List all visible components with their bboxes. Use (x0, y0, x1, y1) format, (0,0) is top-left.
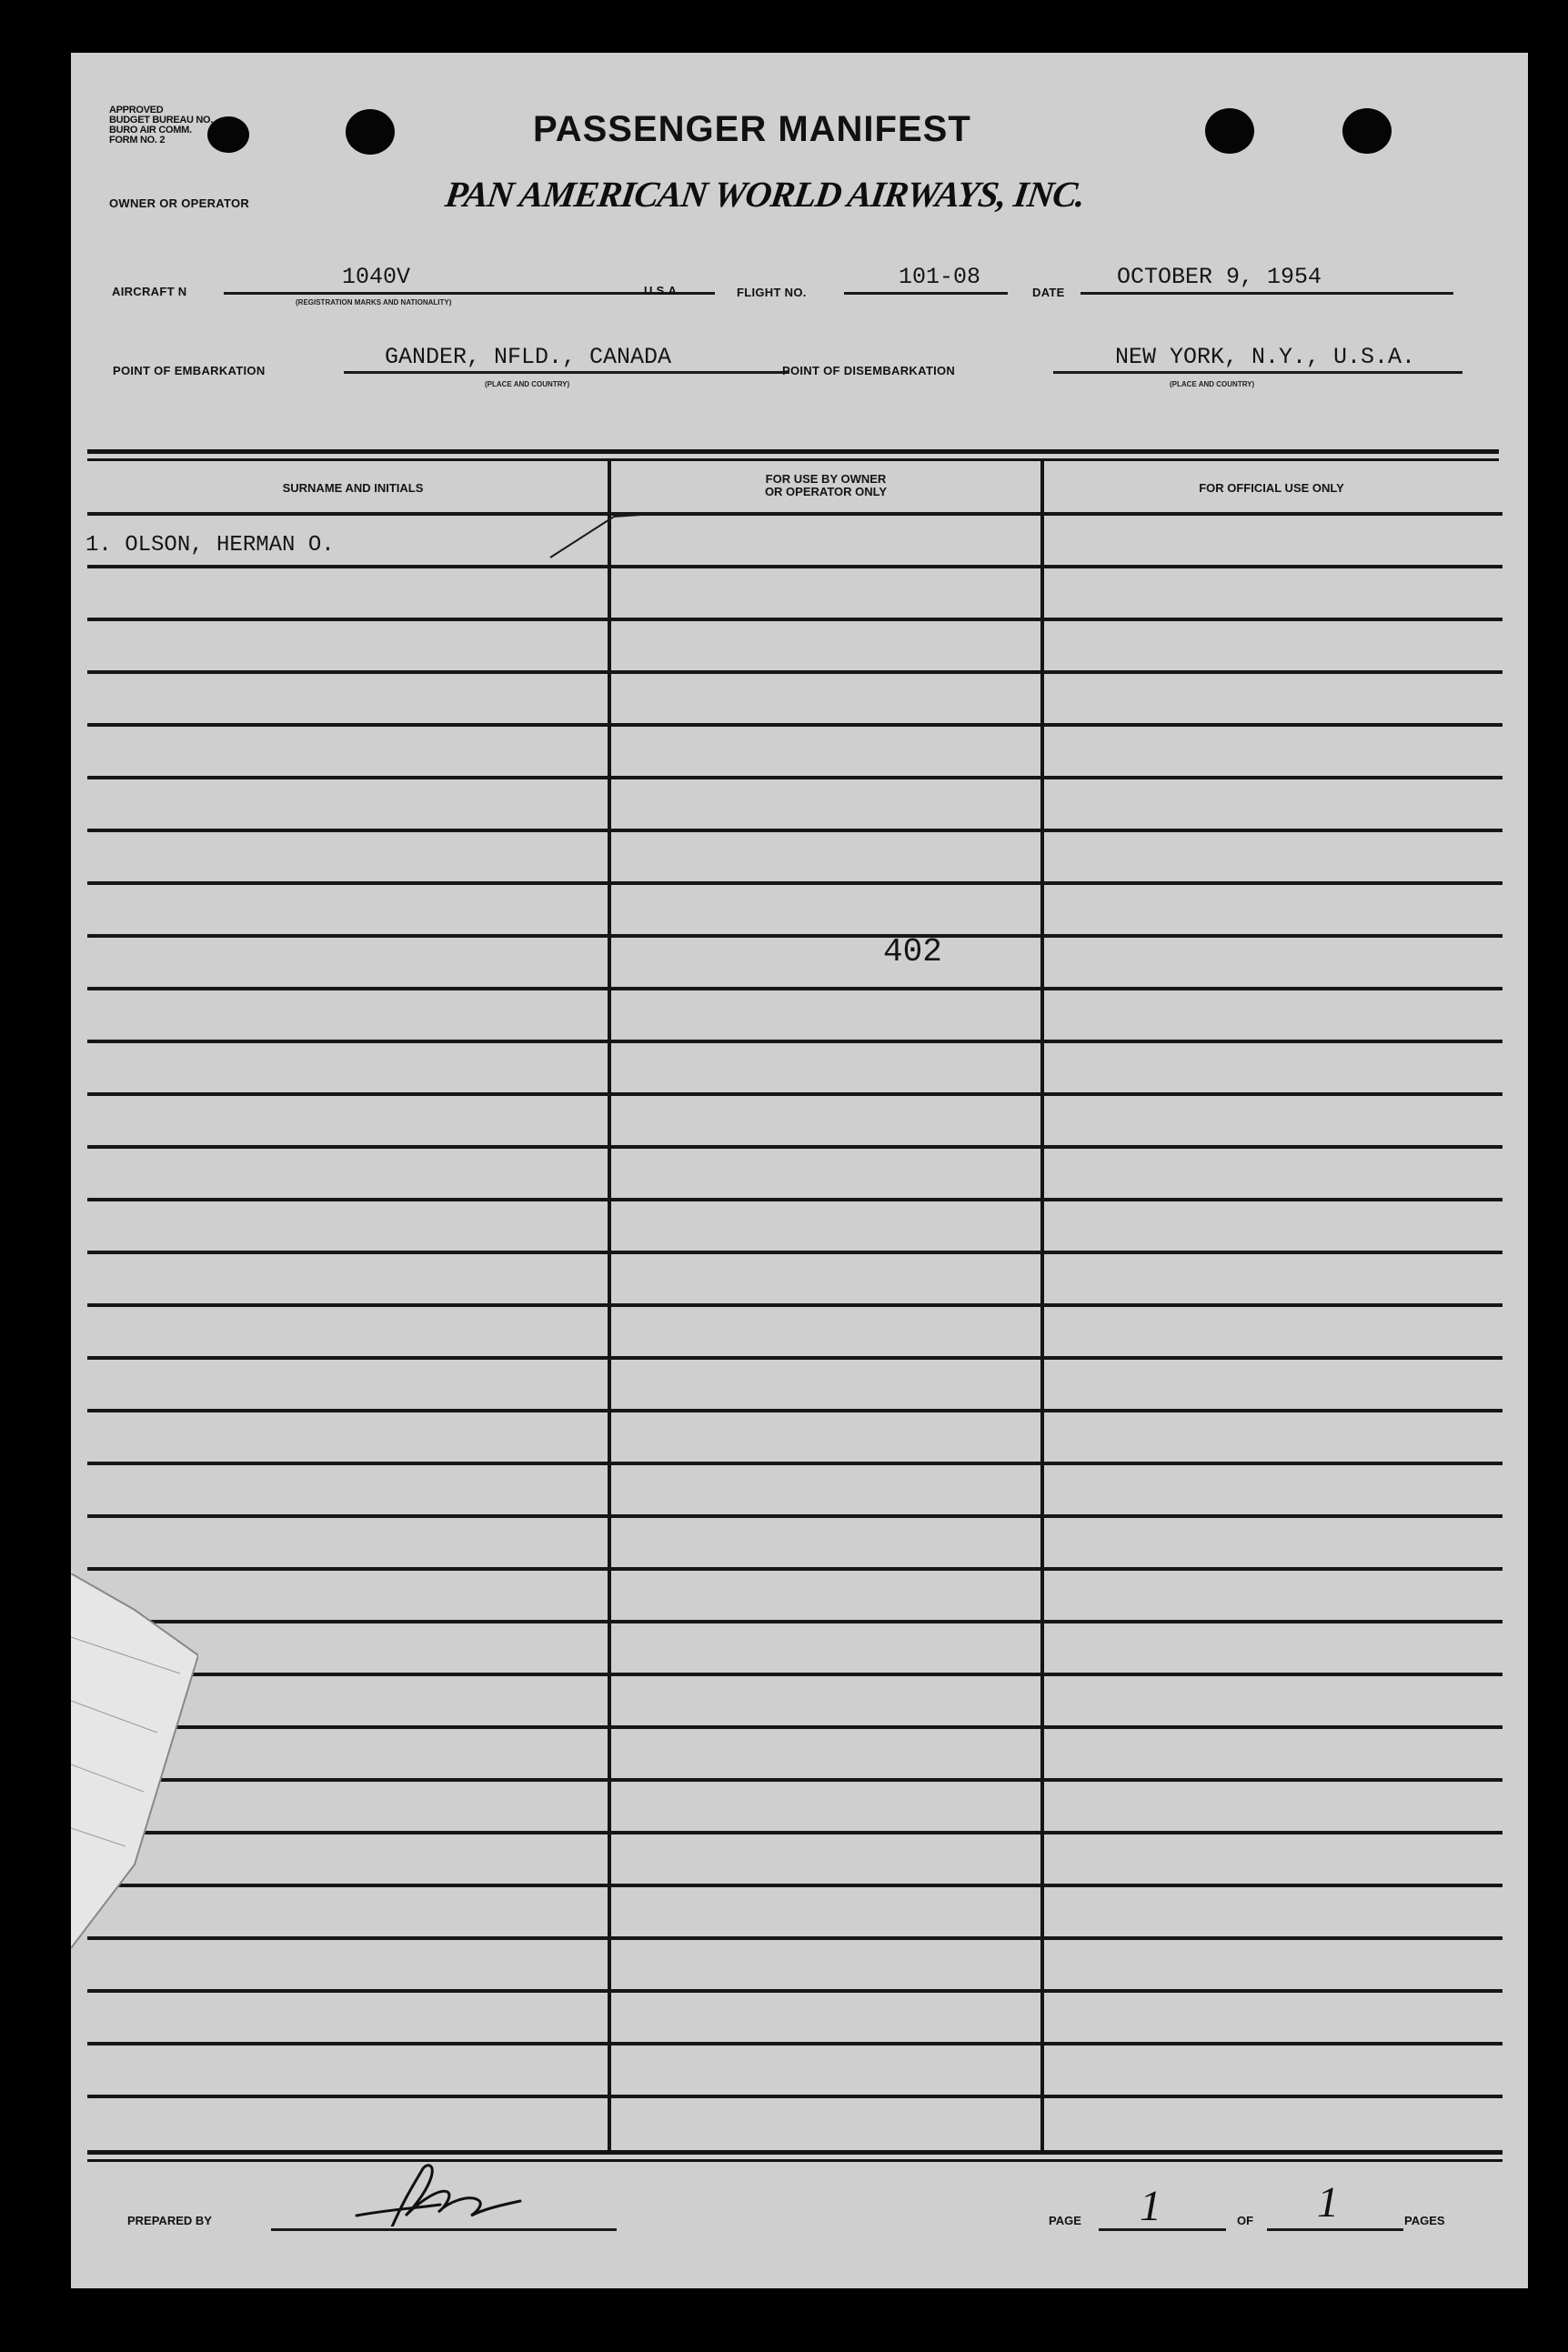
punch-hole (346, 109, 395, 155)
page-value: 1 (1140, 2182, 1161, 2230)
signature (349, 2145, 531, 2226)
table-row-line (87, 1040, 1503, 1043)
table-row-line (87, 1936, 1503, 1940)
aircraft-value: 1040V (342, 264, 411, 290)
owner-value: PAN AMERICAN WORLD AIRWAYS, INC. (442, 174, 1088, 215)
table-row-line (87, 2095, 1503, 2098)
table-row-line (87, 618, 1503, 621)
tick-mark (546, 508, 646, 562)
embark-sub: (PLACE AND COUNTRY) (485, 380, 570, 388)
disembark-fill-line (1053, 371, 1462, 374)
table-row-line (87, 987, 1503, 990)
table-row-line (87, 1251, 1503, 1254)
col-header-surname: SURNAME AND INITIALS (282, 481, 424, 495)
table-row-line (87, 1989, 1503, 1993)
date-label: DATE (1032, 286, 1065, 299)
of-fill-line (1267, 2228, 1403, 2231)
table-row-line (87, 881, 1503, 885)
table-row-line (87, 934, 1503, 938)
table-row-line (87, 723, 1503, 727)
torn-corner (71, 1573, 198, 1955)
table-row-name: 1. OLSON, HERMAN O. (85, 533, 335, 558)
usa-label: U.S.A. (644, 284, 681, 297)
disembark-value: NEW YORK, N.Y., U.S.A. (1115, 344, 1416, 370)
table-row-line (87, 1198, 1503, 1201)
aircraft-sub: (REGISTRATION MARKS AND NATIONALITY) (296, 298, 452, 307)
of-value: 1 (1317, 2178, 1339, 2226)
page-fill-line (1099, 2228, 1226, 2231)
disembark-label: POINT OF DISEMBARKATION (782, 364, 956, 377)
page-title: PASSENGER MANIFEST (533, 109, 971, 149)
manifest-sheet (71, 53, 1528, 2288)
aircraft-fill-line (224, 292, 715, 295)
owner-label: OWNER OR OPERATOR (109, 196, 250, 210)
table-bottom-rule (87, 2150, 1503, 2155)
flight-label: FLIGHT NO. (737, 286, 807, 299)
col-header-owner-use: FOR USE BY OWNER OR OPERATOR ONLY (764, 472, 888, 498)
embark-label: POINT OF EMBARKATION (113, 364, 266, 377)
table-row-line (87, 829, 1503, 832)
embark-fill-line (344, 371, 789, 374)
table-top-rule (87, 449, 1499, 454)
table-row-line (87, 1725, 1503, 1729)
table-row-line (87, 1462, 1503, 1465)
col-header-official-use: FOR OFFICIAL USE ONLY (1199, 481, 1344, 495)
table-row-line (87, 1303, 1503, 1307)
table-top-rule-2 (87, 458, 1499, 461)
table-row-line (87, 1884, 1503, 1887)
date-value: OCTOBER 9, 1954 (1117, 264, 1322, 290)
flight-value: 101-08 (899, 264, 981, 290)
date-fill-line (1081, 292, 1453, 295)
page-label: PAGE (1049, 2214, 1081, 2227)
table-row-line (87, 1831, 1503, 1834)
table-row-line (87, 1778, 1503, 1782)
table-row-line (87, 1567, 1503, 1571)
table-row-line (87, 670, 1503, 674)
approved-block: APPROVED BUDGET BUREAU NO. BURO AIR COMM. FORM NO. 2 (109, 105, 214, 146)
table-row-line (87, 1673, 1503, 1676)
table-row-line (87, 1145, 1503, 1149)
table-row-line (87, 1092, 1503, 1096)
disembark-sub: (PLACE AND COUNTRY) (1170, 380, 1255, 388)
table-row-line (87, 776, 1503, 779)
table-row-line (87, 1409, 1503, 1412)
table-row-line (87, 1356, 1503, 1360)
of-label: OF (1237, 2214, 1254, 2227)
punch-hole (1205, 108, 1254, 154)
flight-fill-line (844, 292, 1008, 295)
center-number: 402 (883, 933, 942, 970)
aircraft-label: AIRCRAFT N (112, 285, 187, 298)
table-bottom-rule-2 (87, 2159, 1503, 2162)
pages-label: PAGES (1404, 2214, 1445, 2227)
table-row-line (87, 1514, 1503, 1518)
prepared-fill-line (271, 2228, 617, 2231)
table-row-line (87, 512, 1503, 516)
punch-hole (1342, 108, 1392, 154)
embark-value: GANDER, NFLD., CANADA (385, 344, 672, 370)
table-row-line (87, 2042, 1503, 2045)
table-row-line (87, 1620, 1503, 1623)
table-row-line (87, 565, 1503, 568)
prepared-label: PREPARED BY (127, 2214, 212, 2227)
